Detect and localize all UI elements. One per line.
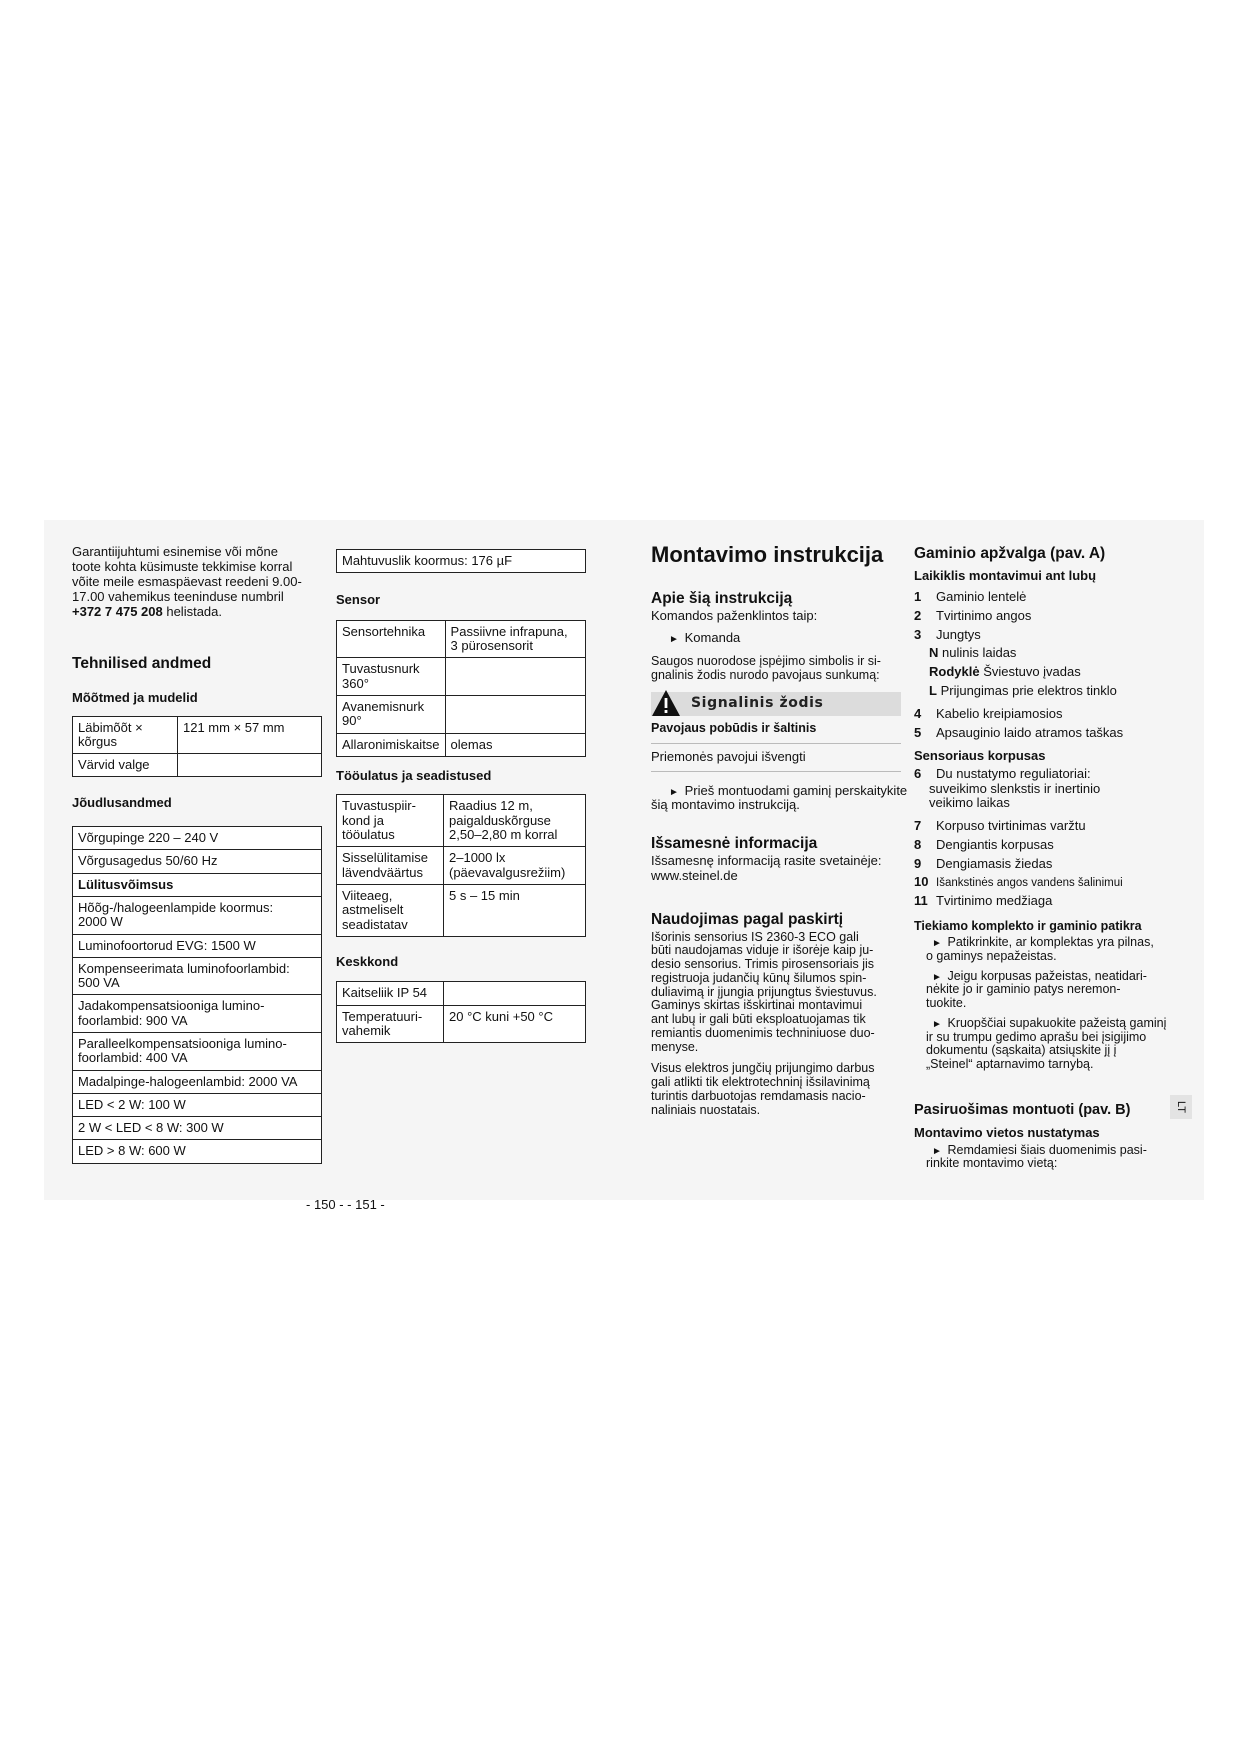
list-item [914,817,1189,836]
list-item [914,607,1189,626]
settings-heading: Tööulatus ja seadistused [336,767,492,783]
table-cell: Hõõg-/halogeenlampide koormus: 2000 W [73,896,322,934]
housing-list [914,767,1189,911]
terminal-code: Rodyklė [929,664,980,680]
list-item [914,836,1189,855]
table-row [337,982,586,1005]
check-line: dokumentu (sąskaita) atsiųskite jį į [926,1043,1117,1058]
item-label: Jungtys [936,626,981,642]
table-cell: Temperatuuri- vahemik [337,1005,444,1043]
check-line: nėkite jo ir gaminio patys neremon- [926,982,1121,997]
terminal-item [914,682,1189,701]
table-row [73,896,322,934]
terminal-label: nulinis laidas [938,645,1017,661]
check-line: ir su trumpu gedimo aprašu bei įsigijimo [926,1029,1147,1044]
table-cell [445,696,585,734]
intro-line: võite meile esmaspäevast reedeni 9.00- [72,573,302,589]
intro-line [72,605,322,620]
check-line [914,970,1189,984]
table-cell [445,658,585,696]
terminal-code: L [929,683,937,699]
table-row [73,827,322,850]
overview-heading: Gaminio apžvalga (pav. A) [914,545,1106,562]
warning-triangle-icon [651,689,681,717]
item-label: Tvirtinimo angos [936,607,1032,623]
table-row [337,1005,586,1043]
item-number: 3 [914,626,922,642]
table-cell: olemas [445,733,585,756]
table-cell: Värvid valge [73,754,178,777]
dims-table [72,716,322,778]
check-line: „Steinel“ aptarnavimo tarnybą. [926,1057,1094,1072]
power-table [72,826,322,1164]
intro-line: Garantiijuhtumi esinemise või mõne [72,544,278,559]
arrow-right-icon: ► [932,1145,942,1157]
table-cell: Mahtuvuslik koormus: 176 µF [337,550,586,573]
env-table [336,981,586,1043]
check-text: Kruopščiai supakuokite pažeistą gaminį [947,1015,1167,1030]
item-label: Dengiamasis žiedas [936,855,1053,871]
about-text: Komandos paženklintos taip: [651,607,818,623]
table-cell: Võrgupinge 220 – 240 V [73,827,322,850]
site-heading: Montavimo vietos nustatymas [914,1125,1100,1141]
env-heading: Keskkond [336,953,399,969]
housing-heading: Sensoriaus korpusas [914,747,1046,763]
text-line: Išorinis sensorius IS 2360-3 ECO gali [651,929,859,944]
signal-word-bar [651,692,901,716]
list-item [914,588,1189,607]
check-line [914,1017,1189,1031]
check-text: Jeigu korpusas pažeistas, neatidari- [947,968,1147,983]
item-label: Išankstinės angos vandens šalinimui [936,877,1123,890]
table-row [73,716,322,754]
table-cell: 2 W < LED < 8 W: 300 W [73,1117,322,1140]
table-row [337,550,586,573]
signal-word: Signalinis žodis [691,695,824,712]
check-item [914,1017,1189,1072]
item-number: 4 [914,705,922,721]
text-line: remiantis duomenimis techniniuose duo- [651,1025,875,1040]
info-text [651,854,901,883]
item-number: 7 [914,817,922,833]
table-cell: 5 s – 15 min [444,884,586,936]
elec-text [651,1062,901,1117]
item-number: 10 [914,874,929,890]
list-item [914,626,1189,645]
supply-list [914,936,1189,1072]
table-row [73,957,322,995]
item-label: Apsauginio laido atramos taškas [936,724,1124,740]
divider [651,743,901,744]
table-cell: Passiivne infrapuna, 3 pürosensorit [445,620,585,658]
column-2 [336,549,588,1043]
arrow-right-icon: ► [669,633,679,645]
table-cell: Raadius 12 m, paigalduskõrguse 2,50–2,80 m korral [444,795,586,847]
table-row [337,620,586,658]
table-row [73,995,322,1033]
hazard-text: Pavojaus pobūdis ir šaltinis [651,721,817,736]
table-row [337,884,586,936]
check-item [914,936,1189,964]
website-link[interactable]: www.steinel.de [651,867,738,883]
table-cell: Avanemisnurk 90° [337,696,446,734]
item-number: 6 [914,766,922,782]
text-line: naliniais nuostatais. [651,1102,761,1117]
item-label: Tvirtinimo medžiaga [936,893,1053,909]
supply-heading: Tiekiamo komplekto ir gaminio patikra [914,919,1142,934]
list-item [914,705,1189,724]
avoid-text: Priemonės pavojui išvengti [651,749,806,765]
safety-line: gnalinis žodis nurodo pavojaus sunkumą: [651,668,880,683]
use-heading: Naudojimas pagal paskirtį [651,911,844,929]
site-item [914,1144,1189,1172]
table-row [73,873,322,896]
table-row [337,658,586,696]
prep-heading: Pasiruošimas montuoti (pav. B) [914,1101,1131,1118]
item-continuation: suveikimo slenkstis ir inertinio [929,780,1101,796]
about-heading: Apie šią instrukciją [651,589,793,607]
item-number: 2 [914,607,922,623]
command-label: Komanda [684,629,741,645]
list-item [914,724,1189,743]
text-line: duliavimą ir įjungia prijungtus šviestuvus. [651,984,877,999]
page-number: - 150 - - 151 - [306,1197,385,1212]
info-line: Išsamesnę informaciją rasite svetainėje: [651,853,882,869]
table-row [73,850,322,873]
item-number: 5 [914,724,922,740]
list-item [914,892,1189,911]
safety-text [651,654,901,682]
check-line: o gaminys nepažeistas. [926,948,1057,963]
item-number: 1 [914,588,922,604]
text-line: Visus elektros jungčių prijungimo darbus [651,1061,875,1076]
divider [651,771,901,772]
check-item [914,970,1189,1011]
language-tab-label: LT [1175,1100,1187,1114]
list-item [914,855,1189,874]
item-number: 11 [914,893,928,909]
table-cell: Paralleelkompensatsiooniga lumino- foorlambid: 400 VA [73,1033,322,1071]
arrow-right-icon: ► [669,786,679,798]
table-row [337,847,586,885]
check-text: Patikrinkite, ar komplektas yra pilnas, [947,935,1154,950]
column-3 [651,542,908,1117]
check-line: tuokite. [926,996,967,1011]
terminal-item [914,663,1189,682]
switch-heading: Lülitusvõimsus [73,873,322,896]
terminal-label: Šviestuvo įvadas [979,664,1081,680]
manual-title: Montavimo instrukcija [651,542,884,567]
table-cell: Tuvastuspiir- kond ja tööulatus [337,795,444,847]
table-cell: Luminofoortorud EVG: 1500 W [73,934,322,957]
site-line [914,1144,1189,1158]
text-line: desio sensorius. Trimis pirosensoriais jis [651,957,874,972]
table-cell: Sensortehnika [337,620,446,658]
table-cell: Võrgusagedus 50/60 Hz [73,850,322,873]
table-row [73,934,322,957]
item-label: Kabelio kreipiamosios [936,705,1063,721]
text-line: turintis darbuotojas remdamasis nacio- [651,1088,866,1103]
list-item [914,873,1189,892]
safety-line: Saugos nuorodose įspėjimo simbolis ir si- [651,654,881,669]
terminal-item [914,644,1189,663]
site-line: rinkite montavimo vietą: [926,1156,1058,1171]
column-1 [72,545,322,1164]
read-text: Prieš montuodami gaminį perskaitykite [684,782,908,798]
sensor-heading: Sensor [336,592,381,608]
table-cell: LED > 8 W: 600 W [73,1140,322,1163]
table-cell: 20 °C kuni +50 °C [444,1005,586,1043]
language-tab [1170,1095,1192,1119]
info-heading: Išsamesnė informacija [651,834,818,852]
list-item [914,767,1189,782]
table-cell: 121 mm × 57 mm [178,716,322,754]
arrow-right-icon: ► [932,1018,942,1030]
table-cell: Viiteaeg, astmeliselt seadistatav [337,884,444,936]
text-line: būti naudojamas viduje ir išorėje kaip ju- [651,943,874,958]
text-line: ant lubų ir gali būti eksploatuojamas tik [651,1012,866,1027]
table-cell: LED < 2 W: 100 W [73,1093,322,1116]
dims-heading: Mõõtmed ja mudelid [72,690,198,706]
text-line: registruoja judančių kūnų šilumos spin- [651,970,867,985]
read-command [651,782,908,813]
arrow-right-icon: ► [932,971,942,983]
table-cell: Kaitseliik IP 54 [337,982,444,1005]
item-label: Dengiantis korpusas [936,836,1054,852]
terminal-label: Prijungimas prie elektros tinklo [936,683,1117,699]
table-cell: Kompenseerimata luminofoorlambid: 500 VA [73,957,322,995]
item-label: Korpuso tvirtinimas varžtu [936,817,1086,833]
table-cell: 2–1000 lx (päevavalgusrežiim) [444,847,586,885]
table-cell: Sisselülitamise lävendväärtus [337,847,444,885]
table-cell: Jadakompensatsiooniga lumino- foorlambid: 900 VA [73,995,322,1033]
table-row [73,1033,322,1071]
read-line: šią montavimo instrukciją. [651,797,800,813]
item-number: 8 [914,836,922,852]
table-cell: Madalpinge-halogeenlambid: 2000 VA [73,1070,322,1093]
housing-items [914,817,1189,911]
column-4 [914,545,1189,1171]
table-row [337,733,586,756]
settings-table [336,794,586,936]
table-row [337,696,586,734]
table-row [337,795,586,847]
text-line: menyse. [651,1039,699,1054]
read-line [651,782,908,799]
capacitive-table [336,549,586,573]
tech-data-heading: Tehnilised andmed [72,654,212,672]
table-cell: Allaronimiskaitse [337,733,446,756]
table-row [73,1117,322,1140]
intro-line: toote kohta küsimuste tekkimise korral [72,558,293,574]
table-cell [178,754,322,777]
site-text: Remdamiesi šiais duomenimis pasi- [947,1142,1147,1157]
table-row [73,1140,322,1163]
table-row [73,754,322,777]
table-row [73,1093,322,1116]
item-continuation: veikimo laikas [929,795,1010,811]
warranty-intro [72,545,322,620]
text-line: gali atlikti tik elektrotechninį išsilavinimą [651,1075,870,1090]
service-phone: +372 7 475 208 [72,603,163,619]
power-heading: Jõudlusandmed [72,795,172,811]
intro-tail: helistada. [162,603,222,619]
intro-line: 17.00 vahemikus teeninduse numbril [72,588,284,604]
table-cell [444,982,586,1005]
table-cell: Tuvastusnurk 360° [337,658,446,696]
check-line [914,936,1189,950]
holder-heading: Laikiklis montavimui ant lubų [914,568,1097,584]
arrow-right-icon: ► [932,938,942,950]
text-line: Gaminys skirtas išskirtinai montavimui [651,998,863,1013]
holder-list [914,588,1189,743]
item-label: Du nustatymo reguliatoriai: [936,766,1091,782]
sensor-table [336,620,586,757]
table-row [73,1070,322,1093]
table-cell: Läbimõõt × kõrgus [73,716,178,754]
terminal-code: N [929,645,939,661]
item-number: 9 [914,855,922,871]
command-example [651,631,901,646]
use-text [651,931,901,1055]
item-label: Gaminio lentelė [936,588,1027,604]
